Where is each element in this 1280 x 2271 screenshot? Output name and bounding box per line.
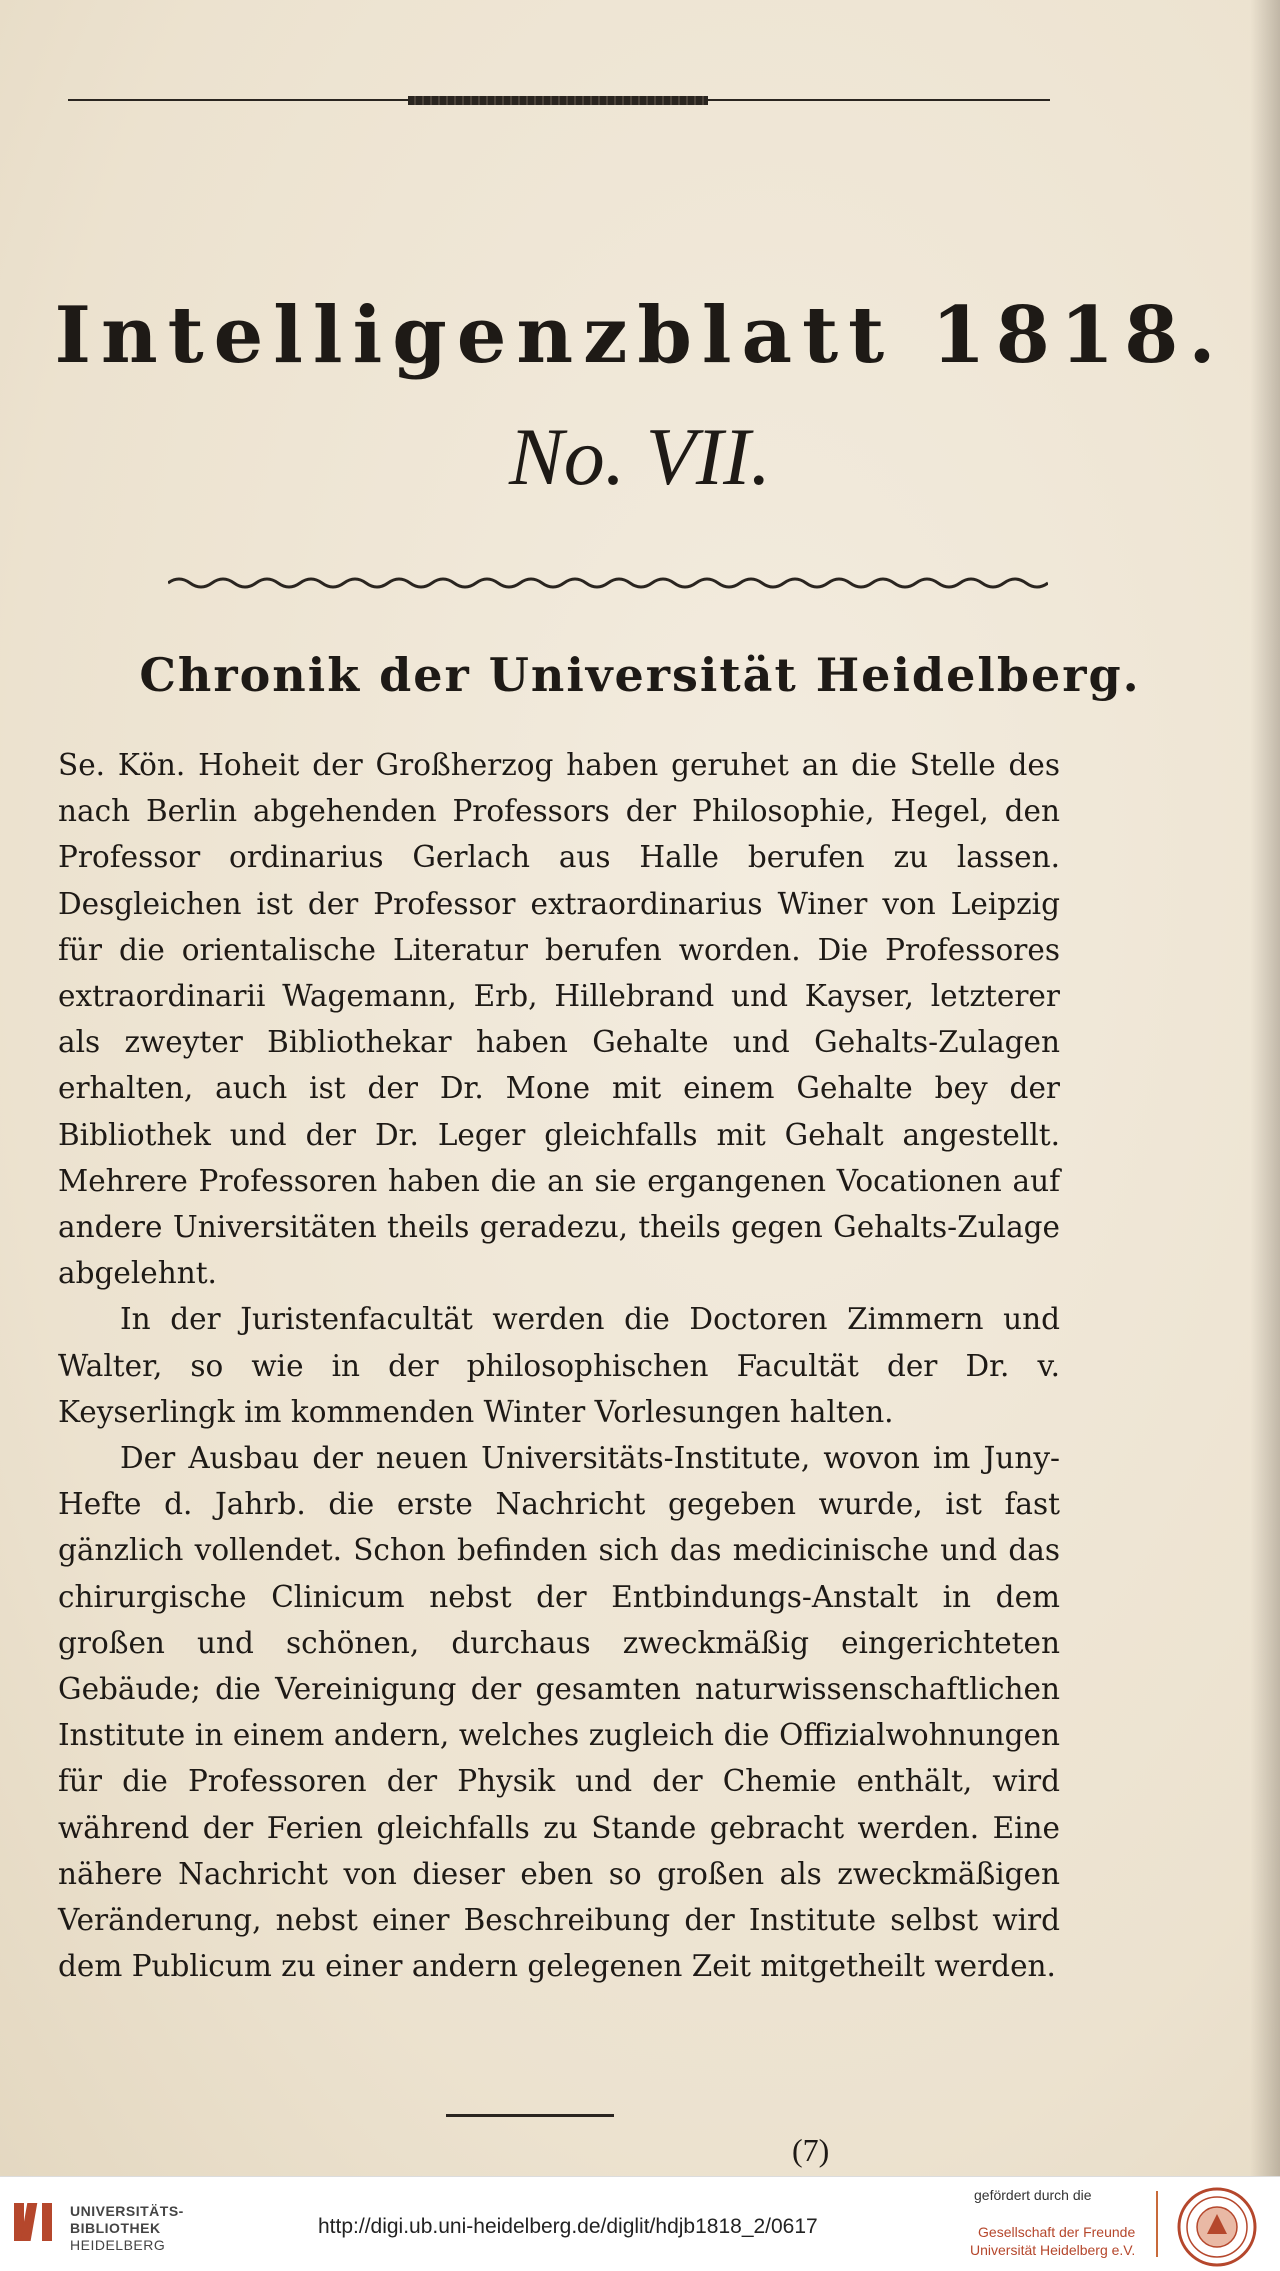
university-seal-icon [1176, 2186, 1258, 2268]
paragraph-2: In der Juristenfacultät werden die Doctoren Zimmern und Walter, so wie in der philosophischen Facultät der Dr. v. Keyserlingk im kommenden Winter Vorlesungen halten. [58, 1302, 1060, 1429]
funder-name-line1: Gesellschaft der Freunde [978, 2224, 1136, 2240]
funder-name-line2: Universität Heidelberg e.V. [970, 2242, 1136, 2258]
page-number: (7) [792, 2132, 830, 2168]
funder-name [970, 2223, 1135, 2259]
digitization-footer [0, 2176, 1280, 2271]
top-ornamental-rule [68, 96, 1050, 104]
library-name [70, 2203, 184, 2254]
end-rule [446, 2114, 614, 2117]
library-name-line3: HEIDELBERG [70, 2237, 166, 2253]
footer-divider [1156, 2191, 1158, 2257]
masthead-title: Intelligenzblatt 1818. [54, 290, 1226, 381]
paragraph-1: Se. Kön. Hoheit der Großherzog haben geruhet an die Stelle des nach Berlin abgehenden Professors der Philosophie, Hegel, den Professor ordinarius Gerlach aus Halle berufen zu lassen. Desgleichen ist der Professor extraordinarius Winer von Leipzig für die orientalische Literatur berufen worden. Die Professores extraordinarii Wagemann, Erb, Hillebrand und Kayser, letzterer als zweyter Bibliothekar haben Gehalte und Gehalts-Zulagen erhalten, auch ist der Dr. Mone mit einem Gehalte bey der Bibliothek und der Dr. Leger gleichfalls mit Gehalt angestellt. Mehrere Professoren haben die an sie ergangenen Vocationen auf andere Universitäten theils geradezu, theils gegen Gehalts-Zulage abgelehnt. [58, 748, 1060, 1291]
funded-by-label: gefördert durch die [974, 2187, 1092, 2203]
issue-number: No. VII. [509, 411, 771, 502]
library-name-line2: BIBLIOTHEK [70, 2220, 161, 2236]
section-title: Chronik der Universität Heidelberg. [139, 648, 1141, 702]
library-name-line1: UNIVERSITÄTS- [70, 2203, 184, 2219]
library-logo-icon [12, 2199, 58, 2245]
wavy-divider [168, 575, 1048, 591]
permalink-url[interactable]: http://digi.ub.uni-heidelberg.de/diglit/hdjb1818_2/0617 [318, 2215, 818, 2238]
paragraph-3: Der Ausbau der neuen Universitäts-Institute, wovon im Juny-Hefte d. Jahrb. die erste Nachricht gegeben wurde, ist fast gänzlich vollendet. Schon befinden sich das medicinische und das chirurgische Clinicum nebst der Entbindungs-Anstalt in dem großen und schönen, durchaus zweckmäßig eingerichteten Gebäude; die Vereinigung der gesamten naturwissenschaftlichen Institute in einem andern, welches zugleich die Offizialwohnungen für die Professoren der Physik und der Chemie enthält, wird während der Ferien gleichfalls zu Stande gebracht werden. Eine nähere Nachricht von dieser eben so großen als zweckmäßigen Veränderung, nebst einer Beschreibung der Institute selbst wird dem Publicum zu einer andern gelegenen Zeit mitgetheilt werden. [58, 1441, 1060, 1984]
article-body [58, 742, 1060, 1989]
